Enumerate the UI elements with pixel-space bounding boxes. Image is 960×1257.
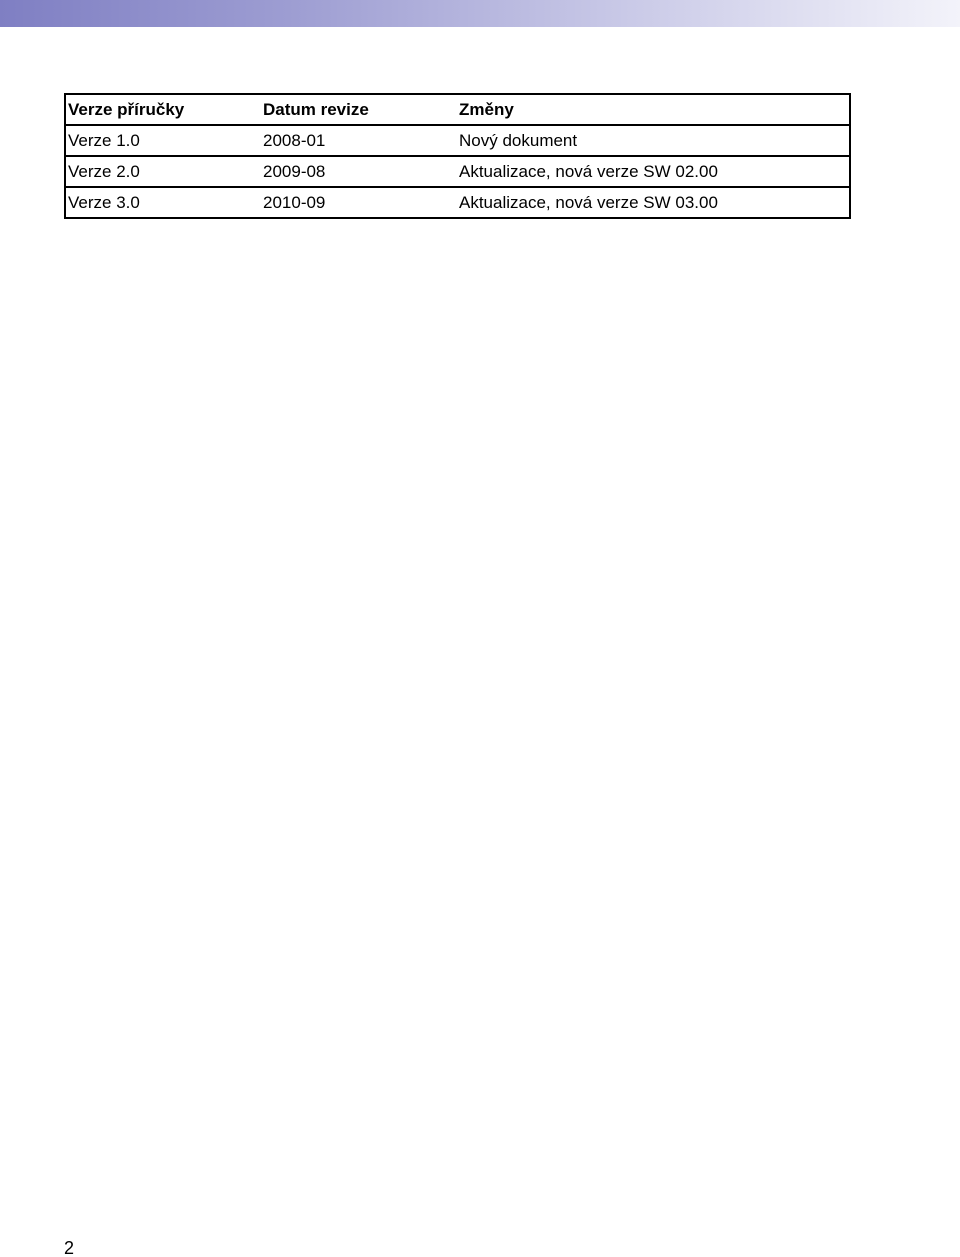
table-header-row <box>65 94 850 125</box>
cell-version: Verze 1.0 <box>68 131 140 150</box>
cell-date: 2008-01 <box>263 131 326 150</box>
cell-changes: Nový dokument <box>459 131 578 150</box>
cell-date: 2010-09 <box>263 193 326 212</box>
table-row <box>65 125 850 156</box>
header-changes: Změny <box>459 100 514 119</box>
cell-version: Verze 2.0 <box>68 162 140 181</box>
table-row <box>65 187 850 218</box>
header-gradient-banner <box>0 0 960 27</box>
cell-date: 2009-08 <box>263 162 326 181</box>
revision-history-table <box>64 93 851 219</box>
cell-version: Verze 3.0 <box>68 193 140 212</box>
table-row <box>65 156 850 187</box>
header-manual-version: Verze příručky <box>68 100 185 119</box>
header-revision-date: Datum revize <box>263 100 369 119</box>
cell-changes: Aktualizace, nová verze SW 03.00 <box>459 193 718 212</box>
page-number: 2 <box>64 1238 75 1257</box>
cell-changes: Aktualizace, nová verze SW 02.00 <box>459 162 718 181</box>
